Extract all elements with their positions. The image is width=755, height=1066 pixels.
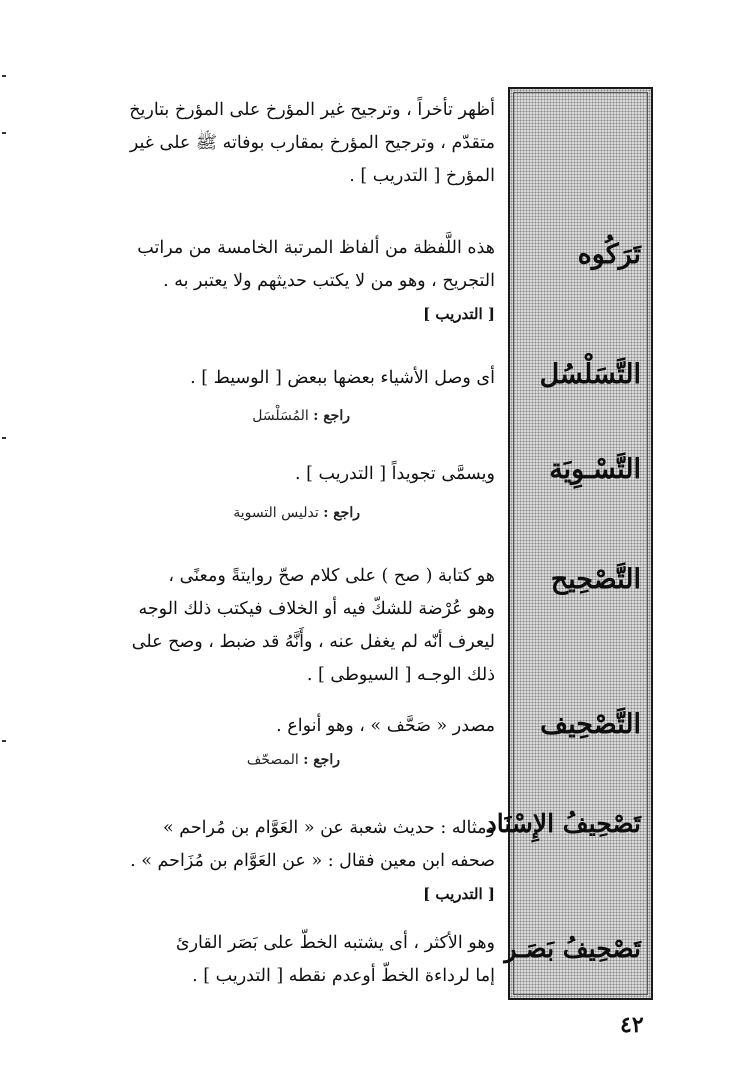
text-line: ويسمَّى تجويداً [ التدريب ] .	[295, 464, 495, 484]
text-line: وهو عُرْضة للشكّ فيه أو الخلاف فيكتب ذلك الوجه	[138, 599, 495, 619]
term-tashif: التَّصْحِيف	[540, 709, 641, 740]
see-also-label: راجع :	[323, 505, 360, 521]
text-line: ومثاله : حديث شعبة عن « العَوَّام بن مُراحم »	[162, 818, 495, 838]
text-line: أى وصل الأشياء بعضها ببعض [ الوسيط ] .	[190, 368, 495, 388]
text-line: صحفه ابن معين فقال : « عن العَوَّام بن مُزَاحم » .	[130, 851, 495, 871]
see-also-label: راجع :	[303, 752, 340, 768]
term-tashih: التَّصْحِيح	[550, 564, 641, 595]
text-line: متقدّم ، وترجيح المؤرخ بمقارب بوفاته ﷺ على غير	[129, 133, 495, 153]
see-also-value: المصحّف	[246, 752, 299, 768]
entry-tashif-basar-definition	[100, 927, 495, 993]
term-tasalsul: التَّسَلْسُل	[539, 359, 641, 390]
text-line: المؤرخ [ التدريب ] .	[349, 166, 495, 186]
see-also-label: راجع :	[313, 408, 350, 424]
entry-taswiya-definition	[100, 458, 495, 491]
see-also-value: تدليس التسوية	[233, 505, 319, 521]
source-citation: [ التدريب ]	[423, 885, 495, 903]
term-tashif-al-isnad: تَصْحِيفُ الإِسْنَاد	[485, 809, 641, 838]
term-tarakuh: تَرَكُوه	[577, 239, 641, 270]
term-taswiya: التَّسْـوِيَة	[549, 454, 641, 485]
see-also-tasalsul	[252, 408, 350, 424]
source-citation: [ التدريب ]	[423, 305, 495, 323]
text-line: وهو الأكثر ، أى يشتبه الخطّ على بَصَر القارئ	[175, 933, 495, 953]
text-line: ذلك الوجـه [ السيوطى ] .	[306, 665, 495, 685]
text-line: هذه اللَّفظة من ألفاظ المرتبة الخامسة من مراتب	[137, 238, 495, 258]
entry-tashif-isnad-definition	[100, 812, 495, 911]
see-also-tashif	[247, 752, 340, 768]
entry-tashih-definition	[100, 560, 495, 692]
scan-edge-mark	[2, 437, 6, 439]
see-also-value: المُسَلْسَل	[252, 408, 309, 424]
text-line: إما لرداءة الخطّ أوعدم نقطه [ التدريب ] .	[192, 966, 495, 986]
text-line: مصدر « صَحَّف » ، وهو أنواع .	[276, 716, 495, 736]
see-also-taswiya	[233, 505, 360, 521]
scan-edge-mark	[2, 740, 6, 742]
term-tashif-basar: تَصْحِيفُ بَصَـر	[504, 934, 641, 963]
text-line: أظهر تأخراً ، وترجيح غير المؤرخ على المؤرخ بتاريخ	[129, 100, 495, 120]
entry-tasalsul-definition	[100, 362, 495, 395]
text-line: التجريح ، وهو من لا يكتب حديثهم ولا يعتبر به .	[163, 271, 495, 291]
entry-continuation	[100, 94, 495, 193]
scan-edge-mark	[2, 75, 6, 77]
page-number: ٤٢	[620, 1012, 644, 1038]
text-line: هو كتابة ( صح ) على كلام صحّ روايتةً ومعنًى ،	[168, 566, 495, 586]
term-column	[485, 87, 653, 1000]
entry-tashif-definition	[100, 710, 495, 743]
scan-edge-mark	[2, 132, 6, 134]
text-line: ليعرف أنّه لم يغفل عنه ، وأَنَّهُ قد ضبط ، وصح على	[131, 632, 495, 652]
term-column-inner-border	[513, 92, 648, 995]
entry-tarakuh-definition	[100, 232, 495, 331]
